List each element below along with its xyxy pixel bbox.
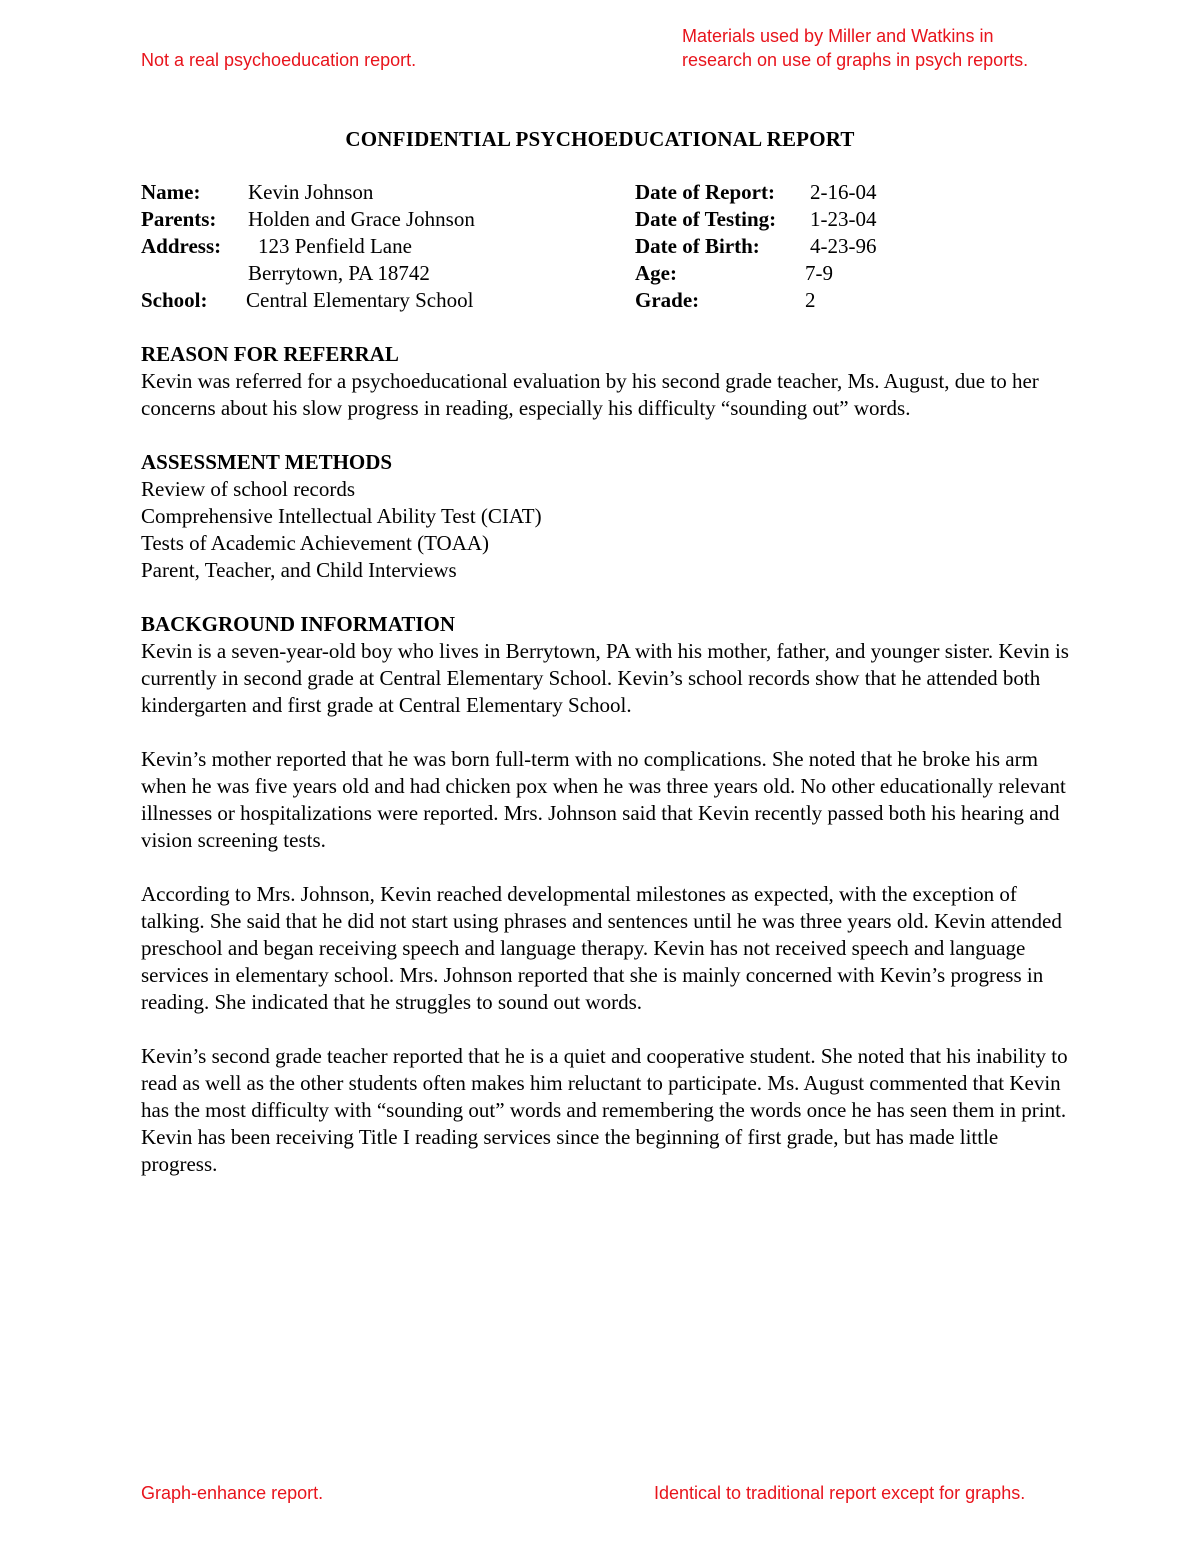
info-row-age xyxy=(635,260,935,287)
parents-value: Holden and Grace Johnson xyxy=(248,207,475,231)
report-body xyxy=(141,341,1071,1205)
info-row-school xyxy=(141,287,601,314)
info-row-parents xyxy=(141,206,601,233)
background-paragraph: According to Mrs. Johnson, Kevin reached developmental milestones as expected, with the exception of talking. She said that he did not start using phrases and sentences until he was three years old. Kevin attended preschool and began receiving speech and language therapy. Kevin has not received speech and language services in elementary school. Mrs. Johnson reported that she is mainly concerned with Kevin’s progress in reading. She indicated that he struggles to sound out words. xyxy=(141,882,1062,1014)
background-information-heading: BACKGROUND INFORMATION xyxy=(141,612,456,636)
note-research-line-2: research on use of graphs in psych reports. xyxy=(682,50,1029,70)
assessment-methods-heading: ASSESSMENT METHODS xyxy=(141,450,393,474)
school-value: Central Elementary School xyxy=(246,288,474,312)
date-of-testing-value: 1-23-04 xyxy=(810,207,877,231)
reason-for-referral-text: Kevin was referred for a psychoeducational evaluation by his second grade teacher, Ms. August, due to her concerns about his slow progress in reading, especially his difficulty “sounding out” words. xyxy=(141,369,1039,420)
name-label: Name: xyxy=(141,180,201,204)
note-not-real-report: Not a real psychoeducation report. xyxy=(141,50,417,70)
student-info-right xyxy=(635,179,935,314)
address-label: Address: xyxy=(141,234,222,258)
method-item: Comprehensive Intellectual Ability Test (CIAT) xyxy=(141,504,542,528)
student-info-left xyxy=(141,179,601,314)
name-value: Kevin Johnson xyxy=(248,180,374,204)
grade-value: 2 xyxy=(805,288,816,312)
report-title: CONFIDENTIAL PSYCHOEDUCATIONAL REPORT xyxy=(345,127,855,151)
age-label: Age: xyxy=(635,261,677,285)
method-item: Parent, Teacher, and Child Interviews xyxy=(141,558,457,582)
date-of-testing-label: Date of Testing: xyxy=(635,207,777,231)
section-assessment-methods xyxy=(141,449,1071,584)
address-line-2: Berrytown, PA 18742 xyxy=(248,261,430,285)
info-row-dob xyxy=(635,233,935,260)
info-row-grade xyxy=(635,287,935,314)
note-research-line-1: Materials used by Miller and Watkins in xyxy=(682,26,994,46)
info-row-address-2 xyxy=(141,260,601,287)
date-of-birth-label: Date of Birth: xyxy=(635,234,760,258)
address-line-1: 123 Penfield Lane xyxy=(258,234,412,258)
method-item: Review of school records xyxy=(141,477,356,501)
grade-label: Grade: xyxy=(635,288,700,312)
note-graph-enhanced: Graph-enhance report. xyxy=(141,1483,324,1503)
date-of-birth-value: 4-23-96 xyxy=(810,234,877,258)
info-row-name xyxy=(141,179,601,206)
background-paragraph: Kevin’s mother reported that he was born full-term with no complications. She noted that he broke his arm when he was five years old and had chicken pox when he was three years old. No other educationally relevant illnesses or hospitalizations were reported. Mrs. Johnson said that Kevin recently passed both his hearing and vision screening tests. xyxy=(141,747,1066,852)
info-row-date-report xyxy=(635,179,935,206)
info-row-address xyxy=(141,233,601,260)
info-row-date-testing xyxy=(635,206,935,233)
method-item: Tests of Academic Achievement (TOAA) xyxy=(141,531,490,555)
date-of-report-value: 2-16-04 xyxy=(810,180,877,204)
section-reason-for-referral xyxy=(141,341,1071,422)
reason-for-referral-heading: REASON FOR REFERRAL xyxy=(141,342,399,366)
parents-label: Parents: xyxy=(141,207,217,231)
age-value: 7-9 xyxy=(805,261,833,285)
background-paragraph: Kevin’s second grade teacher reported that he is a quiet and cooperative student. She noted that his inability to read as well as the other students often makes him reluctant to participate. Ms. August commented that Kevin has the most difficulty with “sounding out” words and remembering the words once he has seen them in print. Kevin has been receiving Title I reading services since the beginning of first grade, but has made little progress. xyxy=(141,1044,1068,1176)
note-research-materials xyxy=(682,24,1028,72)
date-of-report-label: Date of Report: xyxy=(635,180,775,204)
background-paragraph: Kevin is a seven-year-old boy who lives in Berrytown, PA with his mother, father, and younger sister. Kevin is currently in second grade at Central Elementary School. Kevin’s school records show that he attended both kindergarten and first grade at Central Elementary School. xyxy=(141,639,1069,717)
school-label: School: xyxy=(141,288,208,312)
section-background-information xyxy=(141,611,1071,1178)
note-identical-to-traditional: Identical to traditional report except for graphs. xyxy=(654,1483,1026,1503)
